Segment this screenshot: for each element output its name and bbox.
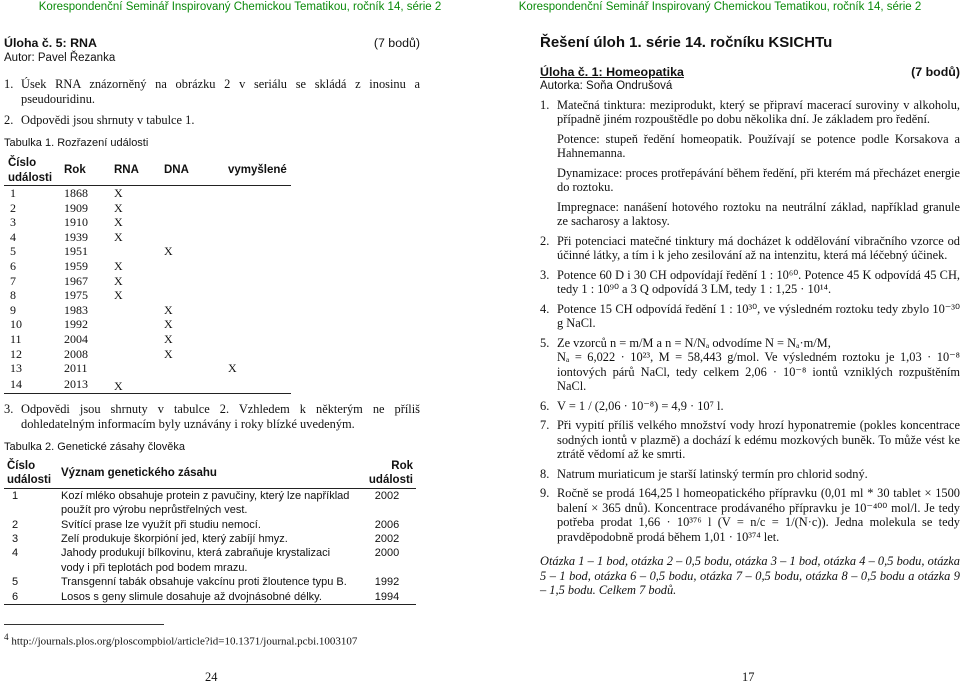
table1-cell: [160, 376, 224, 394]
table2-header-cell: Rok události: [358, 459, 416, 489]
table2-cell: 6: [4, 590, 58, 605]
table1-cell: [224, 288, 291, 303]
table1-row: [4, 361, 291, 376]
solution-number: 4.: [540, 301, 550, 316]
table1-row: [4, 347, 291, 362]
task-points: (7 bodů): [911, 64, 960, 79]
table2-row: [4, 488, 416, 517]
answer-number: 2.: [4, 113, 14, 127]
solution-number: 1.: [540, 97, 550, 112]
table1-cell: [224, 215, 291, 230]
table1-row: [4, 288, 291, 303]
table2-cell: 2: [12, 518, 19, 531]
table1-header-cell: DNA: [160, 156, 224, 186]
right-page: [540, 36, 960, 598]
answer-2: [4, 113, 420, 128]
table1-cell: 9: [10, 302, 16, 317]
table2-cell: 3: [12, 533, 19, 546]
table1-cell: 2004: [64, 331, 88, 346]
solution-3: [540, 268, 960, 297]
table1-cell: 7: [10, 273, 16, 288]
table1-row: [4, 259, 291, 274]
table1-cell: 1868: [64, 186, 88, 200]
solution-number: 9.: [540, 486, 550, 500]
table1-cell: 2011: [64, 361, 88, 376]
table1-caption: Tabulka 1. Rozřazení události: [4, 136, 149, 149]
table1-cell: 1983: [64, 302, 88, 317]
table1-cell: 12: [10, 346, 22, 361]
table2-row: [4, 518, 416, 532]
solution-number: 2.: [540, 233, 550, 248]
solution-number: 3.: [540, 267, 550, 282]
solution-text: Natrum muriaticum je starší latinský termín pro chlorid sodný.: [557, 466, 868, 481]
table1-cell: 1992: [64, 317, 88, 332]
solution-1-dynamizace: Dynamizace: proces protřepávání během ředění, při kterém má přecházet energie do roztoku.: [557, 165, 960, 194]
solution-2: [540, 234, 960, 263]
table1-cell: 4: [10, 229, 16, 244]
answer-text: Odpovědi jsou shrnuty v tabulce 1.: [21, 113, 195, 127]
task-title: Úloha č. 5: RNA: [4, 36, 97, 50]
table2-cell: 2006: [374, 518, 400, 531]
solution-5-text: Nₐ = 6,022 · 10²³, M = 58,443 g/mol. Ve výsledném roztoku je 1,03 · 10⁻⁸ iontových párů NaCl, tedy celkem 2,06 · 10⁻⁸ iontů vzniklých rozpuštěním NaCl.: [557, 350, 960, 393]
table1-row: [4, 186, 291, 201]
table1-cell: 5: [10, 244, 16, 259]
table1-cell: 2008: [64, 346, 88, 361]
table1-cell: 10: [10, 317, 22, 332]
table1-row: [4, 332, 291, 347]
table1-cell: [224, 186, 291, 201]
table2: [4, 459, 416, 605]
answer-text: Odpovědi jsou shrnuty v tabulce 2. Vzhledem k některým ne příliš dohledatelným informacím byly uznávány i roky blízké uvedeným.: [21, 402, 420, 431]
table1-cell: [224, 259, 291, 274]
table1-cell: X: [164, 302, 173, 317]
solution-number: 5.: [540, 335, 550, 350]
table1-header-cell: RNA: [110, 156, 160, 186]
table1-cell: X: [164, 331, 173, 346]
table2-cell: 1994: [358, 590, 416, 605]
table1-row: [4, 244, 291, 259]
table1-row: [4, 274, 291, 289]
table1-cell: X: [114, 273, 123, 288]
table1-cell: [160, 274, 224, 289]
table1-row: [4, 215, 291, 230]
answer-1: [4, 77, 420, 106]
solution-text: V = 1 / (2,06 · 10⁻⁸) = 4,9 · 10⁷ l.: [557, 398, 724, 413]
table1-cell: [224, 303, 291, 318]
page-number-right: 17: [742, 670, 755, 684]
table2-cell: 4: [12, 547, 19, 560]
answer-number: 3.: [4, 402, 14, 417]
task-heading: [4, 36, 420, 51]
table1-cell: 1967: [64, 273, 88, 288]
table2-cell: Transgenní tabák obsahuje vakcínu proti žloutence typu B.: [61, 576, 347, 589]
page-header-right: Korespondenční Seminář Inspirovaný Chemickou Tematikou, ročník 14, série 2: [518, 1, 922, 13]
table2-cell: Losos s geny slimule dosahuje až dvojnásobné délky.: [58, 590, 358, 605]
table2-header-cell: Význam genetického zásahu: [58, 459, 358, 489]
table1-header-cell: vymyšlené: [224, 156, 291, 186]
table1-cell: [110, 347, 160, 362]
table2-cell: Jahody produkují bílkovinu, která zabraňuje krystalizaci vody i při teplotách pod bodem mrazu.: [61, 547, 331, 574]
table1-cell: [160, 288, 224, 303]
table2-cell: 1: [12, 489, 19, 502]
table1-cell: X: [164, 317, 173, 332]
table1-cell: X: [164, 346, 173, 361]
solution-5-formula: Ze vzorců n = m/M a n = N/Nₐ odvodíme N = Nₐ·m/M,: [557, 335, 831, 350]
table1-cell: [160, 230, 224, 245]
task-author: Autorka: Soňa Ondrušová: [540, 80, 673, 92]
table2-row: [4, 590, 416, 605]
table1-cell: [110, 332, 160, 347]
table1-cell: X: [114, 186, 123, 200]
page-number-left: 24: [205, 670, 218, 684]
table1-cell: 2: [10, 200, 16, 215]
answer-number: 1.: [4, 77, 14, 91]
table1-row: [4, 230, 291, 245]
table1-cell: 8: [10, 288, 16, 303]
table1-cell: X: [114, 258, 123, 273]
table1-cell: [224, 332, 291, 347]
left-page: [4, 36, 420, 605]
table1-cell: [224, 317, 291, 332]
solution-number: 7.: [540, 418, 550, 432]
table1-cell: 1975: [64, 288, 88, 303]
solutions-title: Řešení úloh 1. série 14. ročníku KSICHTu: [540, 34, 833, 51]
task-author: Autor: Pavel Řezanka: [4, 51, 116, 64]
solution-text: Matečná tinktura: meziprodukt, který se připraví macerací suroviny v alkoholu, případně jiném rozpouštědle po dobu několika dní. Je základem pro ředění.: [557, 97, 960, 126]
table2-cell: 2000: [374, 547, 400, 560]
table1-cell: [160, 201, 224, 216]
solution-text: Při potenciaci matečné tinktury má docházet k oddělování vibračního vzorce od účinné látky, a tím i k jeho zesilování až na intenzitu, která má léčebný účinek.: [557, 233, 960, 262]
scoring-note: Otázka 1 – 1 bod, otázka 2 – 0,5 bodu, otázka 3 – 1 bod, otázka 4 – 0,5 bodu, otázka 5 – 1 bod, otázka 6 – 0,5 bodu, otázka 7 – 0,5 bodu, otázka 8 – 0,5 bodu a otázka 9 – 1,5 bodu. Celkem 7 bodů.: [540, 554, 960, 597]
solution-text: Potence 15 CH odpovídá ředění 1 : 10³⁰, ve výsledném roztoku tedy zbylo 10⁻³⁰ g NaCl.: [557, 301, 960, 330]
table1-cell: [110, 317, 160, 332]
table1-cell: 1: [10, 186, 16, 200]
solution-5: [540, 336, 960, 394]
solution-text: Ročně se prodá 164,25 l homeopatického přípravku (0,01 ml * 30 tablet × 1500 balení × 365 dnů). Koncentrace prodávaného přípravku je 10⁻⁴⁰⁰ mol/l. Je tedy potřeba prodat 1,66 · 10³⁷⁶ l (V = n/c = 1/(N·c)). Jedna molekula se tedy pravděpodobně prodá během 1,01 · 10³⁷⁴ let.: [557, 486, 960, 544]
table1-cell: [160, 215, 224, 230]
table2-cell: Svítící prase lze využít při studiu nemocí.: [61, 518, 261, 531]
table1-cell: X: [164, 244, 173, 259]
table1-cell: 3: [10, 215, 16, 230]
table2-row: [4, 575, 416, 589]
table2-cell: 5: [12, 576, 19, 589]
table2-cell: Zelí produkuje škorpióní jed, který zabíjí hmyz.: [61, 533, 288, 546]
table1-cell: [224, 244, 291, 259]
table1-cell: [224, 201, 291, 216]
table2-caption: Tabulka 2. Genetické zásahy člověka: [4, 441, 185, 454]
solution-4: [540, 302, 960, 331]
footnote-divider: [4, 624, 164, 625]
table1-cell: 6: [10, 258, 16, 273]
solution-number: 8.: [540, 466, 550, 481]
solution-text: Při vypití příliš velkého množství vody hrozí hyponatremie (pokles koncentrace sodných iontů v plazmě) a dochází k edému mozkových buněk. To může vést ke ztrátě vědomí až ke smrti.: [557, 418, 960, 461]
table1-cell: [224, 274, 291, 289]
table1-cell: [224, 376, 291, 394]
table1-row: [4, 303, 291, 318]
task-points: (7 bodů): [373, 36, 420, 50]
table2-row: [4, 546, 416, 575]
table1-cell: [160, 259, 224, 274]
table2-cell: 1992: [374, 576, 400, 589]
page-header-left: Korespondenční Seminář Inspirovaný Chemickou Tematikou, ročník 14, série 2: [38, 1, 442, 13]
table1-cell: 1959: [64, 258, 88, 273]
table1-cell: X: [228, 361, 237, 376]
table1: [4, 156, 291, 394]
table1-cell: [110, 303, 160, 318]
table1-header-cell: Rok: [60, 156, 110, 186]
task-heading: [540, 65, 960, 80]
table1-cell: X: [114, 229, 123, 244]
solution-8: [540, 467, 960, 482]
table1-cell: 1939: [64, 229, 88, 244]
table1-cell: X: [110, 376, 160, 394]
table1-cell: 13: [10, 361, 22, 376]
table1-cell: 1910: [64, 215, 88, 230]
table1-cell: [224, 347, 291, 362]
table1-cell: 2013: [60, 376, 110, 394]
table1-cell: [160, 361, 224, 376]
table1-cell: X: [114, 288, 123, 303]
table1-cell: [224, 230, 291, 245]
table1-row: [4, 376, 291, 394]
table1-cell: X: [114, 215, 123, 230]
table1-cell: 1951: [64, 244, 88, 259]
task-title: Úloha č. 1: Homeopatika: [540, 64, 684, 79]
solution-1-impregnace: Impregnace: nanášení hotového roztoku na neutrální základ, například granule ze sacharosy a laktosy.: [557, 199, 960, 228]
solution-1: [540, 98, 960, 127]
table2-row: [4, 532, 416, 546]
footnote-number: 4: [4, 632, 9, 642]
solution-6: [540, 399, 960, 414]
table1-cell: X: [114, 200, 123, 215]
table1-cell: [110, 244, 160, 259]
table2-cell: Kozí mléko obsahuje protein z pavučiny, který lze například použít pro výrobu neprůstřelných vest.: [61, 489, 350, 517]
table1-row: [4, 201, 291, 216]
table2-header-cell: Číslo události: [4, 459, 58, 489]
solution-text: Potence 60 D i 30 CH odpovídají ředění 1 : 10⁶⁰. Potence 45 K odpovídá 45 CH, tedy 1 : 10⁹⁰ a 3 Q odpovídá 3 LM, tedy 1 : 1,25 · 10¹⁴.: [557, 267, 960, 296]
footnote-link[interactable]: http://journals.plos.org/ploscompbiol/article?id=10.1371/journal.pcbi.1003107: [11, 635, 358, 648]
solution-9: [540, 486, 960, 544]
table1-cell: [110, 361, 160, 376]
table1-cell: [160, 186, 224, 201]
table1-cell: 11: [10, 331, 22, 346]
solution-1-potence: Potence: stupeň ředění homeopatik. Používají se potence podle Korsakova a Hahnemanna.: [557, 131, 960, 160]
table1-cell: 14: [4, 376, 60, 394]
answer-3: [4, 402, 420, 431]
table1-cell: 1909: [64, 200, 88, 215]
table2-cell: 2002: [374, 533, 400, 546]
table1-row: [4, 317, 291, 332]
solution-7: [540, 418, 960, 462]
answer-text: Úsek RNA znázorněný na obrázku 2 v seriálu se skládá z inosinu a pseudouridinu.: [21, 77, 420, 106]
table1-header-cell: Číslo události: [4, 156, 60, 186]
footnote: [4, 632, 357, 648]
table2-cell: 2002: [374, 489, 400, 502]
solution-number: 6.: [540, 398, 550, 413]
